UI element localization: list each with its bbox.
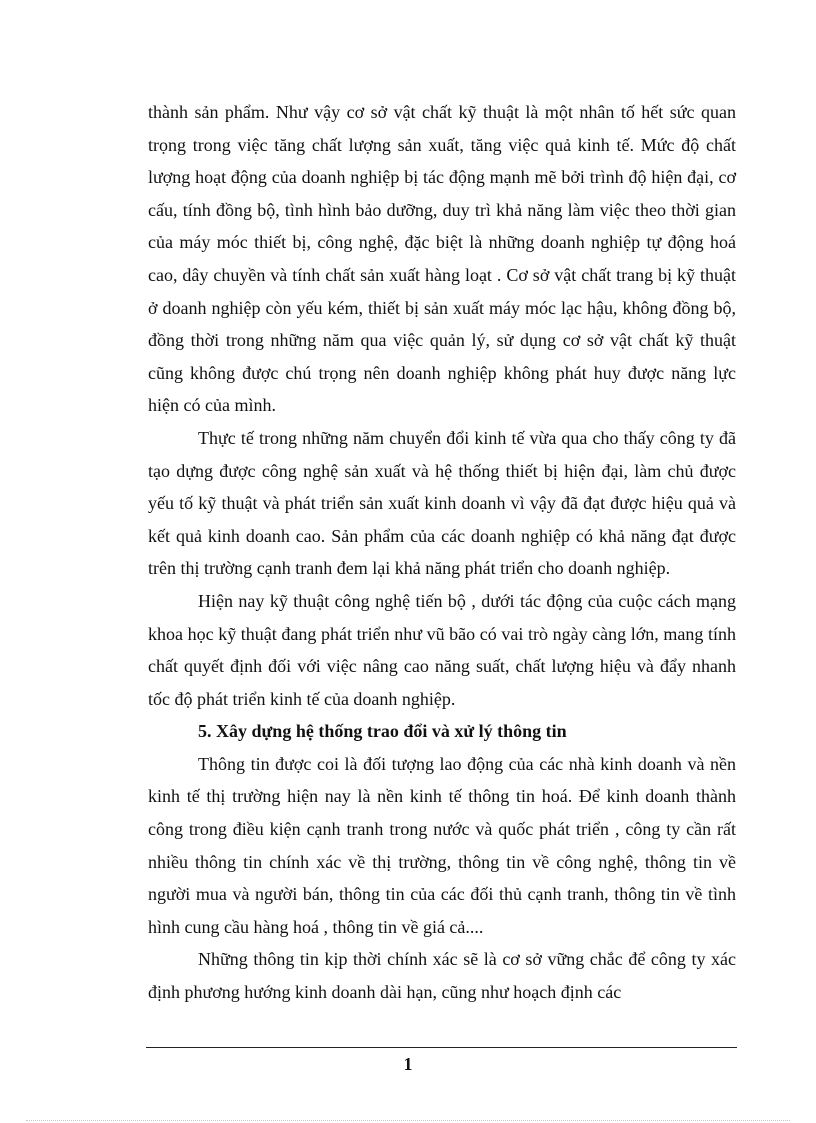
page-number: 1 xyxy=(403,1054,413,1074)
paragraph: thành sản phẩm. Như vậy cơ sở vật chất kỹ thuật là một nhân tố hết sức quan trọng trong việc tăng chất lượng sản xuất, tăng việc quả kinh tế. Mức độ chất lượng hoạt động của doanh nghiệp bị tác động mạnh mẽ bởi trình độ hiện đại, cơ cấu, tính đồng bộ, tình hình bảo dưỡng, duy trì khả năng làm việc theo thời gian của máy móc thiết bị, công nghệ, đặc biệt là những doanh nghiệp tự động hoá cao, dây chuyền và tính chất sản xuất hàng loạt . Cơ sở vật chất trang bị kỹ thuật ở doanh nghiệp còn yếu kém, thiết bị sản xuất máy móc lạc hậu, không đồng bộ, đồng thời trong những năm qua việc quản lý, sử dụng cơ sở vật chất kỹ thuật cũng không được chú trọng nên doanh nghiệp không phát huy được năng lực hiện có của mình. xyxy=(148,102,736,416)
page-edge-divider xyxy=(26,1120,790,1121)
body-text xyxy=(148,96,736,1009)
footer-divider xyxy=(146,1047,737,1048)
section-heading: 5. Xây dựng hệ thống trao đổi và xử lý thông tin xyxy=(198,721,567,742)
paragraph: Những thông tin kịp thời chính xác sẽ là cơ sở vững chắc để công ty xác định phương hướng kinh doanh dài hạn, cũng như hoạch định các xyxy=(148,949,736,1003)
paragraph: Thông tin được coi là đối tượng lao động của các nhà kinh doanh và nền kinh tế thị trường hiện nay là nền kinh tế thông tin hoá. Để kinh doanh thành công trong điều kiện cạnh tranh trong nước và quốc phát triển , công ty cần rất nhiều thông tin chính xác về thị trường, thông tin về công nghệ, thông tin về người mua và người bán, thông tin của các đối thủ cạnh tranh, thông tin về tình hình cung cầu hàng hoá , thông tin về giá cả.... xyxy=(148,753,736,937)
paragraph: Hiện nay kỹ thuật công nghệ tiến bộ , dưới tác động của cuộc cách mạng khoa học kỹ thuật đang phát triển như vũ bão có vai trò ngày càng lớn, mang tính chất quyết định đối với việc nâng cao năng suất, chất lượng hiệu và đẩy nhanh tốc độ phát triển kinh tế của doanh nghiệp. xyxy=(148,590,736,709)
paragraph: Thực tế trong những năm chuyển đổi kinh tế vừa qua cho thấy công ty đã tạo dựng được công nghệ sản xuất và hệ thống thiết bị hiện đại, làm chủ được yếu tố kỹ thuật và phát triển sản xuất kinh doanh vì vậy đã đạt được hiệu quả và kết quả kinh doanh cao. Sản phẩm của các doanh nghiệp có khả năng đạt được trên thị trường cạnh tranh đem lại khả năng phát triển cho doanh nghiệp. xyxy=(148,427,736,579)
